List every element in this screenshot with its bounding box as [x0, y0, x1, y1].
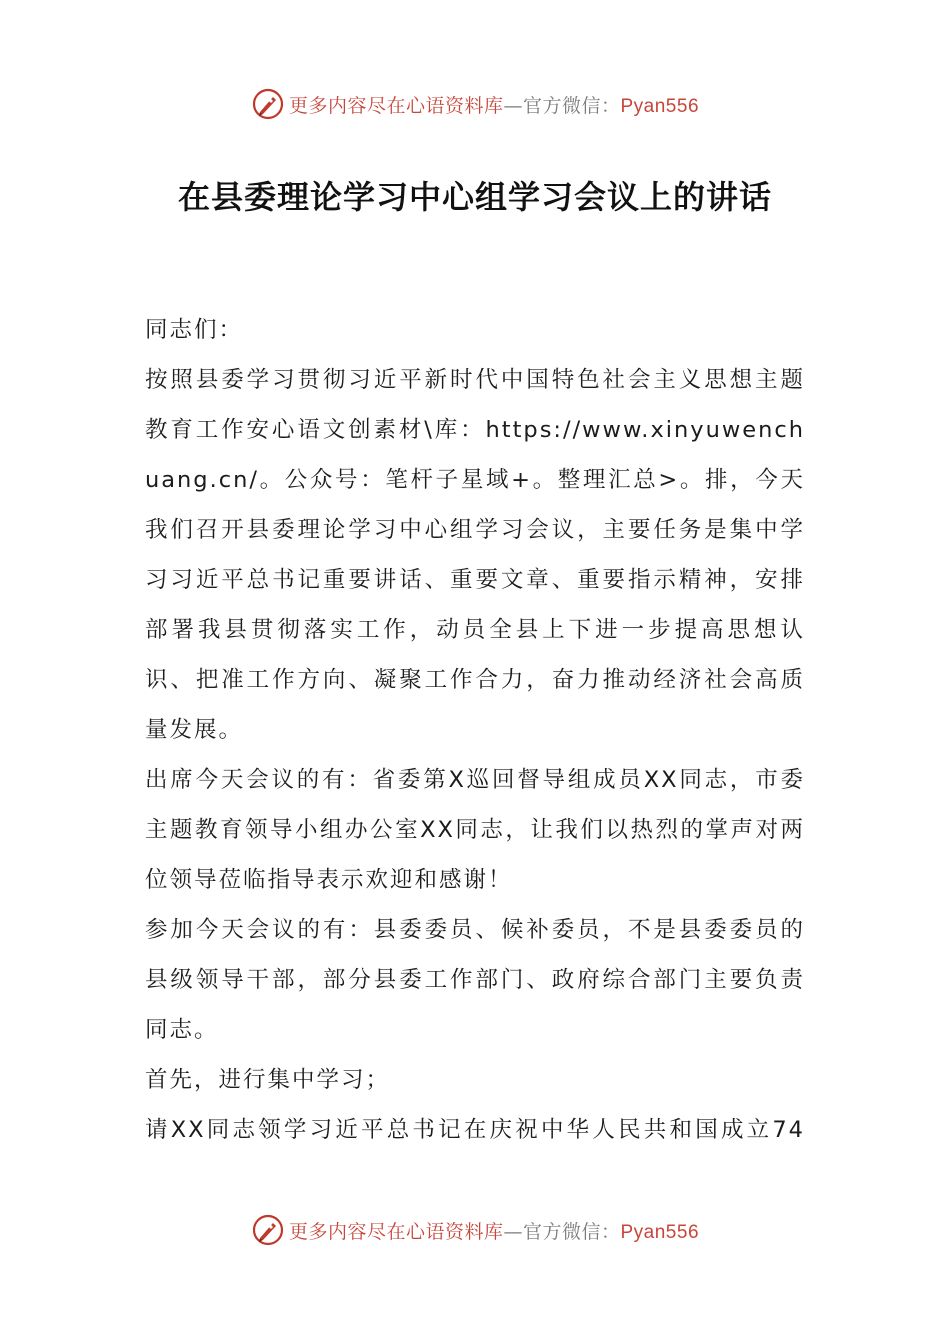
document-body: [145, 305, 805, 1155]
paragraph-salutation: 同志们：: [145, 317, 244, 343]
watermark-text: [289, 91, 699, 118]
pen-logo-icon: [251, 1213, 285, 1247]
footer-watermark: [0, 1210, 950, 1250]
watermark-main: 更多内容尽在心语资料库: [288, 94, 504, 117]
watermark-main: 更多内容尽在心语资料库: [288, 1220, 504, 1243]
watermark-sub: 官方微信：: [522, 94, 621, 117]
watermark-dash: —: [503, 1220, 523, 1243]
paragraph-attendees-participating: 参加今天会议的有：县委委员、候补委员，不是县委委员的县级领导干部，部分县委工作部门、政府综合部门主要负责同志。: [145, 917, 805, 1043]
paragraph-intro: 按照县委学习贯彻习近平新时代中国特色社会主义思想主题教育工作安心语文创素材\库：https://www.xinyuwenchuang.cn/。公众号：笔杆子星域+。整理汇总>。排，今天我们召开县委理论学习中心组学习会议，主要任务是集中学习习近平总书记重要讲话、重要文章、重要指示精神，安排部署我县贯彻落实工作，动员全县上下进一步提高思想认识、把准工作方向、凝聚工作合力，奋力推动经济社会高质量发展。: [145, 367, 805, 743]
document-title: 在县委理论学习中心组学习会议上的讲话: [177, 178, 772, 216]
watermark-id: Pyan556: [620, 95, 700, 117]
paragraph-study-lead: 请XX同志领学习近平总书记在庆祝中华人民共和国成立74: [145, 1117, 805, 1143]
watermark-text: [289, 1217, 699, 1244]
watermark-dash: —: [503, 94, 523, 117]
pen-logo-icon: [251, 87, 285, 121]
paragraph-first-item: 首先，进行集中学习；: [145, 1067, 391, 1093]
watermark-id: Pyan556: [620, 1221, 700, 1243]
watermark-sub: 官方微信：: [522, 1220, 621, 1243]
paragraph-attendees-present: 出席今天会议的有：省委第X巡回督导组成员XX同志，市委主题教育领导小组办公室XX同志，让我们以热烈的掌声对两位领导莅临指导表示欢迎和感谢！: [145, 767, 805, 893]
header-watermark: [0, 84, 950, 124]
